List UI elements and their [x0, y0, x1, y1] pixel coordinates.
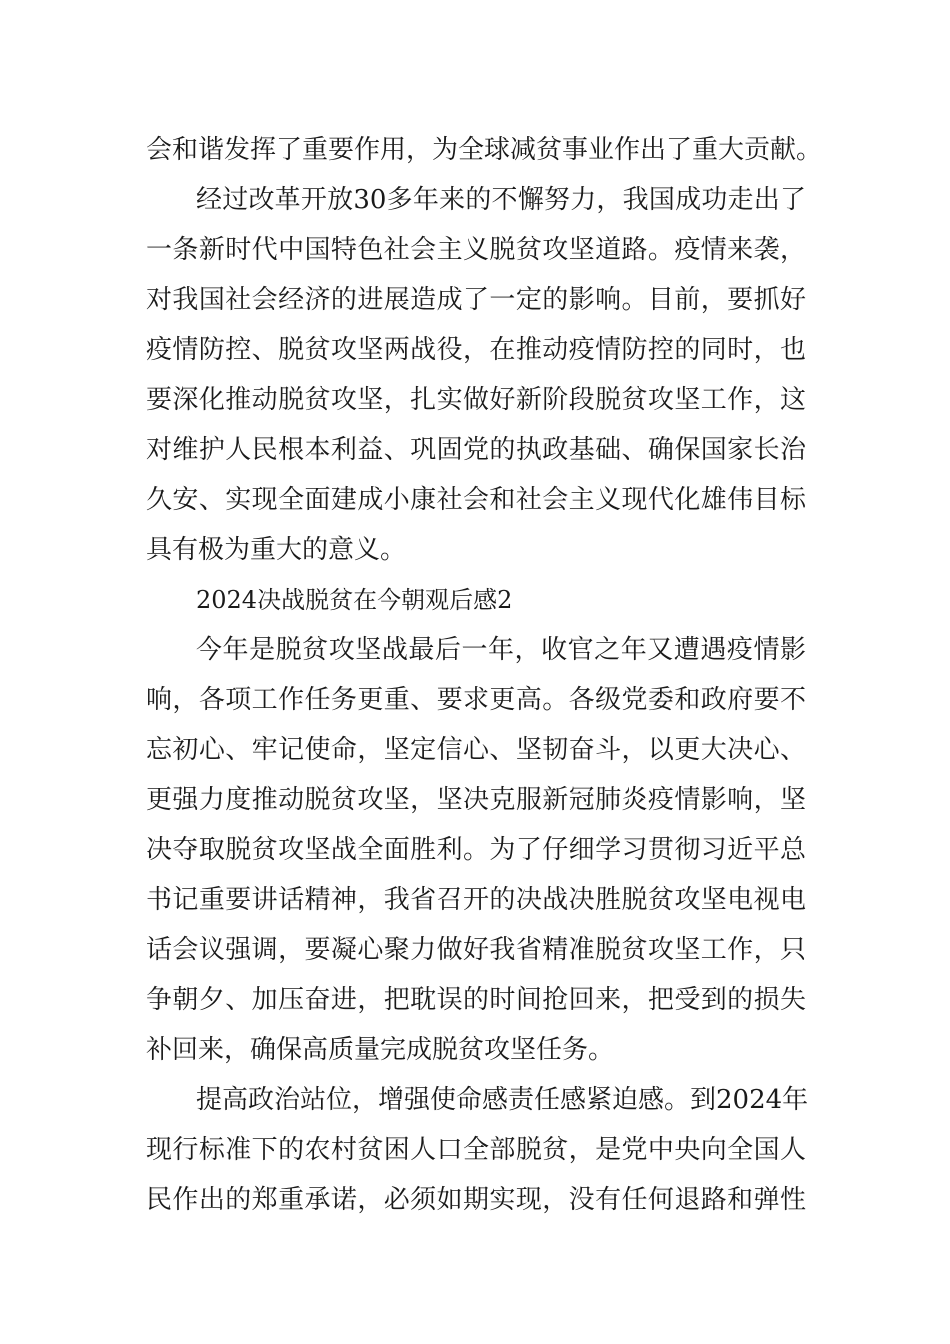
text-line-8: 久安、实现全面建成小康社会和社会主义现代化雄伟目标: [146, 485, 806, 515]
text-line-1: 会和谐发挥了重要作用，为全球减贫事业作出了重大贡献。: [146, 135, 823, 165]
text-line-16: 书记重要讲话精神，我省召开的决战决胜脱贫攻坚电视电: [146, 885, 806, 915]
text-line-5: 疫情防控、脱贫攻坚两战役，在推动疫情防控的同时，也: [146, 335, 806, 365]
text-line-7: 对维护人民根本利益、巩固党的执政基础、确保国家长治: [146, 435, 806, 465]
text-line-20: 提高政治站位，增强使命感责任感紧迫感。到2024年: [196, 1085, 809, 1115]
text-line-12: 响，各项工作任务更重、要求更高。各级党委和政府要不: [146, 685, 806, 715]
text-line-18: 争朝夕、加压奋进，把耽误的时间抢回来，把受到的损失: [146, 985, 806, 1015]
text-line-11: 今年是脱贫攻坚战最后一年，收官之年又遭遇疫情影: [196, 635, 806, 665]
text-line-21: 现行标准下的农村贫困人口全部脱贫，是党中央向全国人: [146, 1135, 806, 1165]
text-line-9: 具有极为重大的意义。: [146, 535, 407, 565]
text-line-15: 决夺取脱贫攻坚战全面胜利。为了仔细学习贯彻习近平总: [146, 835, 806, 865]
text-line-19: 补回来，确保高质量完成脱贫攻坚任务。: [146, 1035, 615, 1065]
text-line-2: 经过改革开放30多年来的不懈努力，我国成功走出了: [196, 185, 806, 215]
text-line-22: 民作出的郑重承诺，必须如期实现，没有任何退路和弹性: [146, 1185, 806, 1215]
text-line-13: 忘初心、牢记使命，坚定信心、坚韧奋斗，以更大决心、: [146, 735, 806, 765]
text-line-3: 一条新时代中国特色社会主义脱贫攻坚道路。疫情来袭，: [146, 235, 806, 265]
text-line-17: 话会议强调，要凝心聚力做好我省精准脱贫攻坚工作，只: [146, 935, 806, 965]
text-line-4: 对我国社会经济的进展造成了一定的影响。目前，要抓好: [146, 285, 806, 315]
section-heading: 2024决战脱贫在今朝观后感2: [196, 586, 513, 614]
text-line-14: 更强力度推动脱贫攻坚，坚决克服新冠肺炎疫情影响，坚: [146, 785, 806, 815]
text-line-6: 要深化推动脱贫攻坚，扎实做好新阶段脱贫攻坚工作，这: [146, 385, 806, 415]
